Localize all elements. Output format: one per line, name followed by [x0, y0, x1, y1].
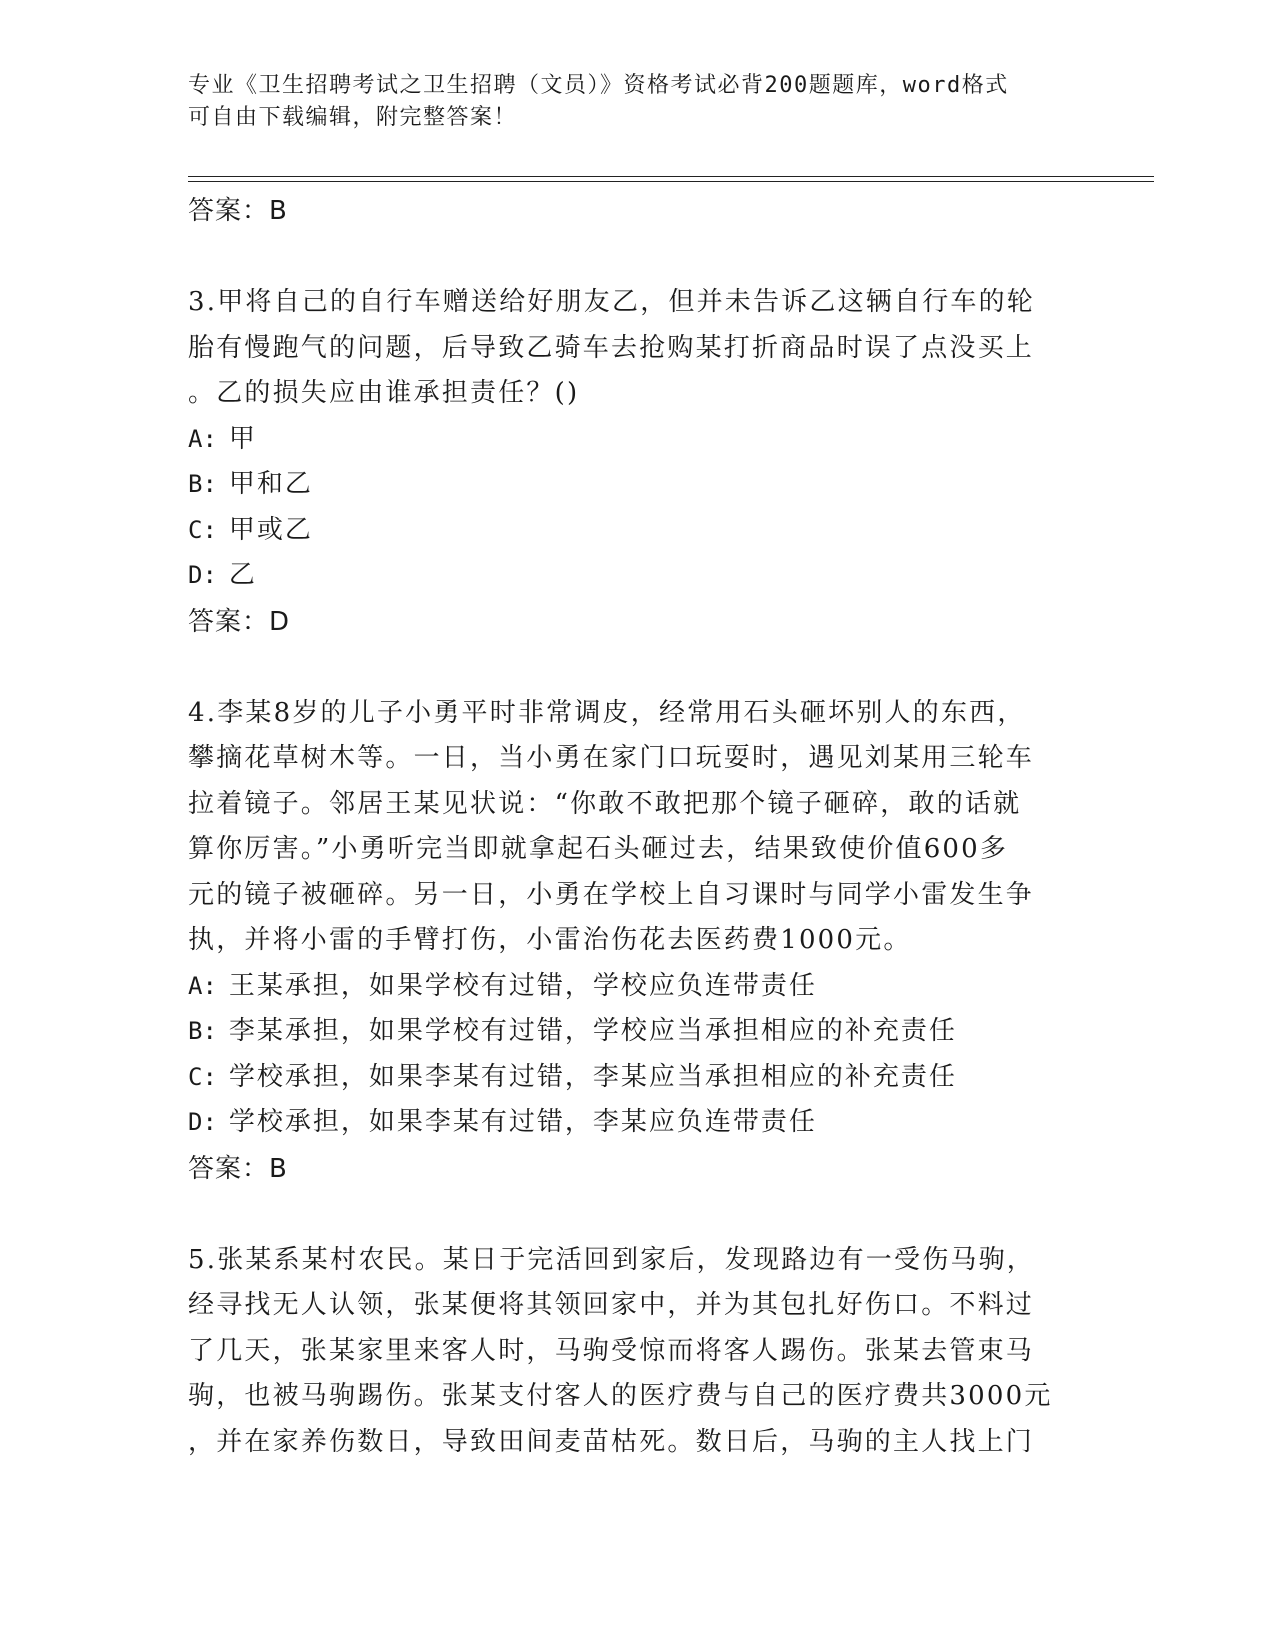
question-line: 攀摘花草树木等。一日，当小勇在家门口玩耍时，遇见刘某用三轮车	[188, 743, 1035, 773]
question-line: 胎有慢跑气的问题，后导致乙骑车去抢购某打折商品时误了点没买上	[188, 332, 1035, 363]
question-line: 元的镜子被砸碎。另一日，小勇在学校上自习课时与同学小雷发生争	[188, 879, 1035, 910]
spacer	[188, 645, 1068, 691]
header-divider-bottom	[188, 181, 1154, 182]
option-c	[188, 1055, 1068, 1101]
question-line: 执，并将小雷的手臂打伤，小雷治伤花去医药费1000元。	[188, 925, 912, 955]
option-key: A:	[188, 971, 217, 1000]
option-key: A:	[188, 424, 217, 453]
option-key: C:	[188, 1062, 217, 1091]
option-text: 学校承担，如果李某有过错，李某应负连带责任	[228, 1107, 817, 1137]
answer-q4: 答案：B	[188, 1153, 288, 1184]
question-line: 4.李某8岁的儿子小勇平时非常调皮，经常用石头砸坏别人的东西，	[188, 697, 1026, 728]
option-a	[188, 417, 1068, 463]
question-line: 了几天，张某家里来客人时，马驹受惊而将客人踢伤。张某去管束马	[188, 1335, 1035, 1366]
option-key: D:	[188, 561, 217, 589]
option-key: C:	[188, 515, 217, 544]
option-text: 学校承担，如果李某有过错，李某应当承担相应的补充责任	[228, 1061, 957, 1092]
option-key: B:	[188, 1017, 217, 1045]
option-d	[188, 553, 1068, 599]
option-text: 王某承担，如果学校有过错，学校应负连带责任	[228, 970, 817, 1001]
option-b	[188, 462, 1068, 508]
header-line-2: 可自由下载编辑，附完整答案！	[188, 105, 518, 130]
answer-q3: 答案：D	[188, 606, 291, 637]
option-text: 乙	[228, 560, 257, 590]
option-d	[188, 1100, 1068, 1146]
question-line: ，并在家养伤数日，导致田间麦苗枯死。数日后，马驹的主人找上门	[188, 1426, 1035, 1457]
option-text: 甲和乙	[228, 469, 313, 499]
header-divider-top	[188, 176, 1154, 177]
option-key: B:	[188, 470, 217, 498]
option-b	[188, 1009, 1068, 1055]
question-4	[188, 691, 1068, 1192]
question-line: 5.张某系某村农民。某日于完活回到家后，发现路边有一受伤马驹，	[188, 1244, 1036, 1275]
spacer	[188, 1192, 1068, 1238]
option-a	[188, 964, 1068, 1010]
question-line: 驹，也被马驹踢伤。张某支付客人的医疗费与自己的医疗费共3000元	[188, 1381, 1053, 1411]
option-text: 甲或乙	[228, 514, 313, 545]
document-header	[188, 70, 1068, 134]
question-3	[188, 280, 1068, 645]
question-5	[188, 1238, 1068, 1466]
question-line: 3.甲将自己的自行车赠送给好朋友乙，但并未告诉乙这辆自行车的轮	[188, 287, 1036, 317]
option-c	[188, 508, 1068, 554]
document-body	[188, 188, 1068, 1465]
option-key: D:	[188, 1108, 217, 1136]
option-text: 甲	[228, 423, 257, 454]
answer-q2: 答案：B	[188, 196, 288, 226]
question-line: 经寻找无人认领，张某便将其领回家中，并为其包扎好伤口。不料过	[188, 1290, 1035, 1320]
option-text: 李某承担，如果学校有过错，学校应当承担相应的补充责任	[228, 1016, 957, 1046]
question-line: 拉着镜子。邻居王某见状说：“你敢不敢把那个镜子砸碎，敢的话就	[188, 788, 1022, 819]
question-line: 。乙的损失应由谁承担责任？()	[188, 378, 580, 408]
question-line: 算你厉害。”小勇听完当即就拿起石头砸过去，结果致使价值600多	[188, 834, 1009, 864]
spacer	[188, 234, 1068, 280]
header-line-1: 专业《卫生招聘考试之卫生招聘（文员）》资格考试必背200题题库，word格式	[188, 73, 1009, 98]
